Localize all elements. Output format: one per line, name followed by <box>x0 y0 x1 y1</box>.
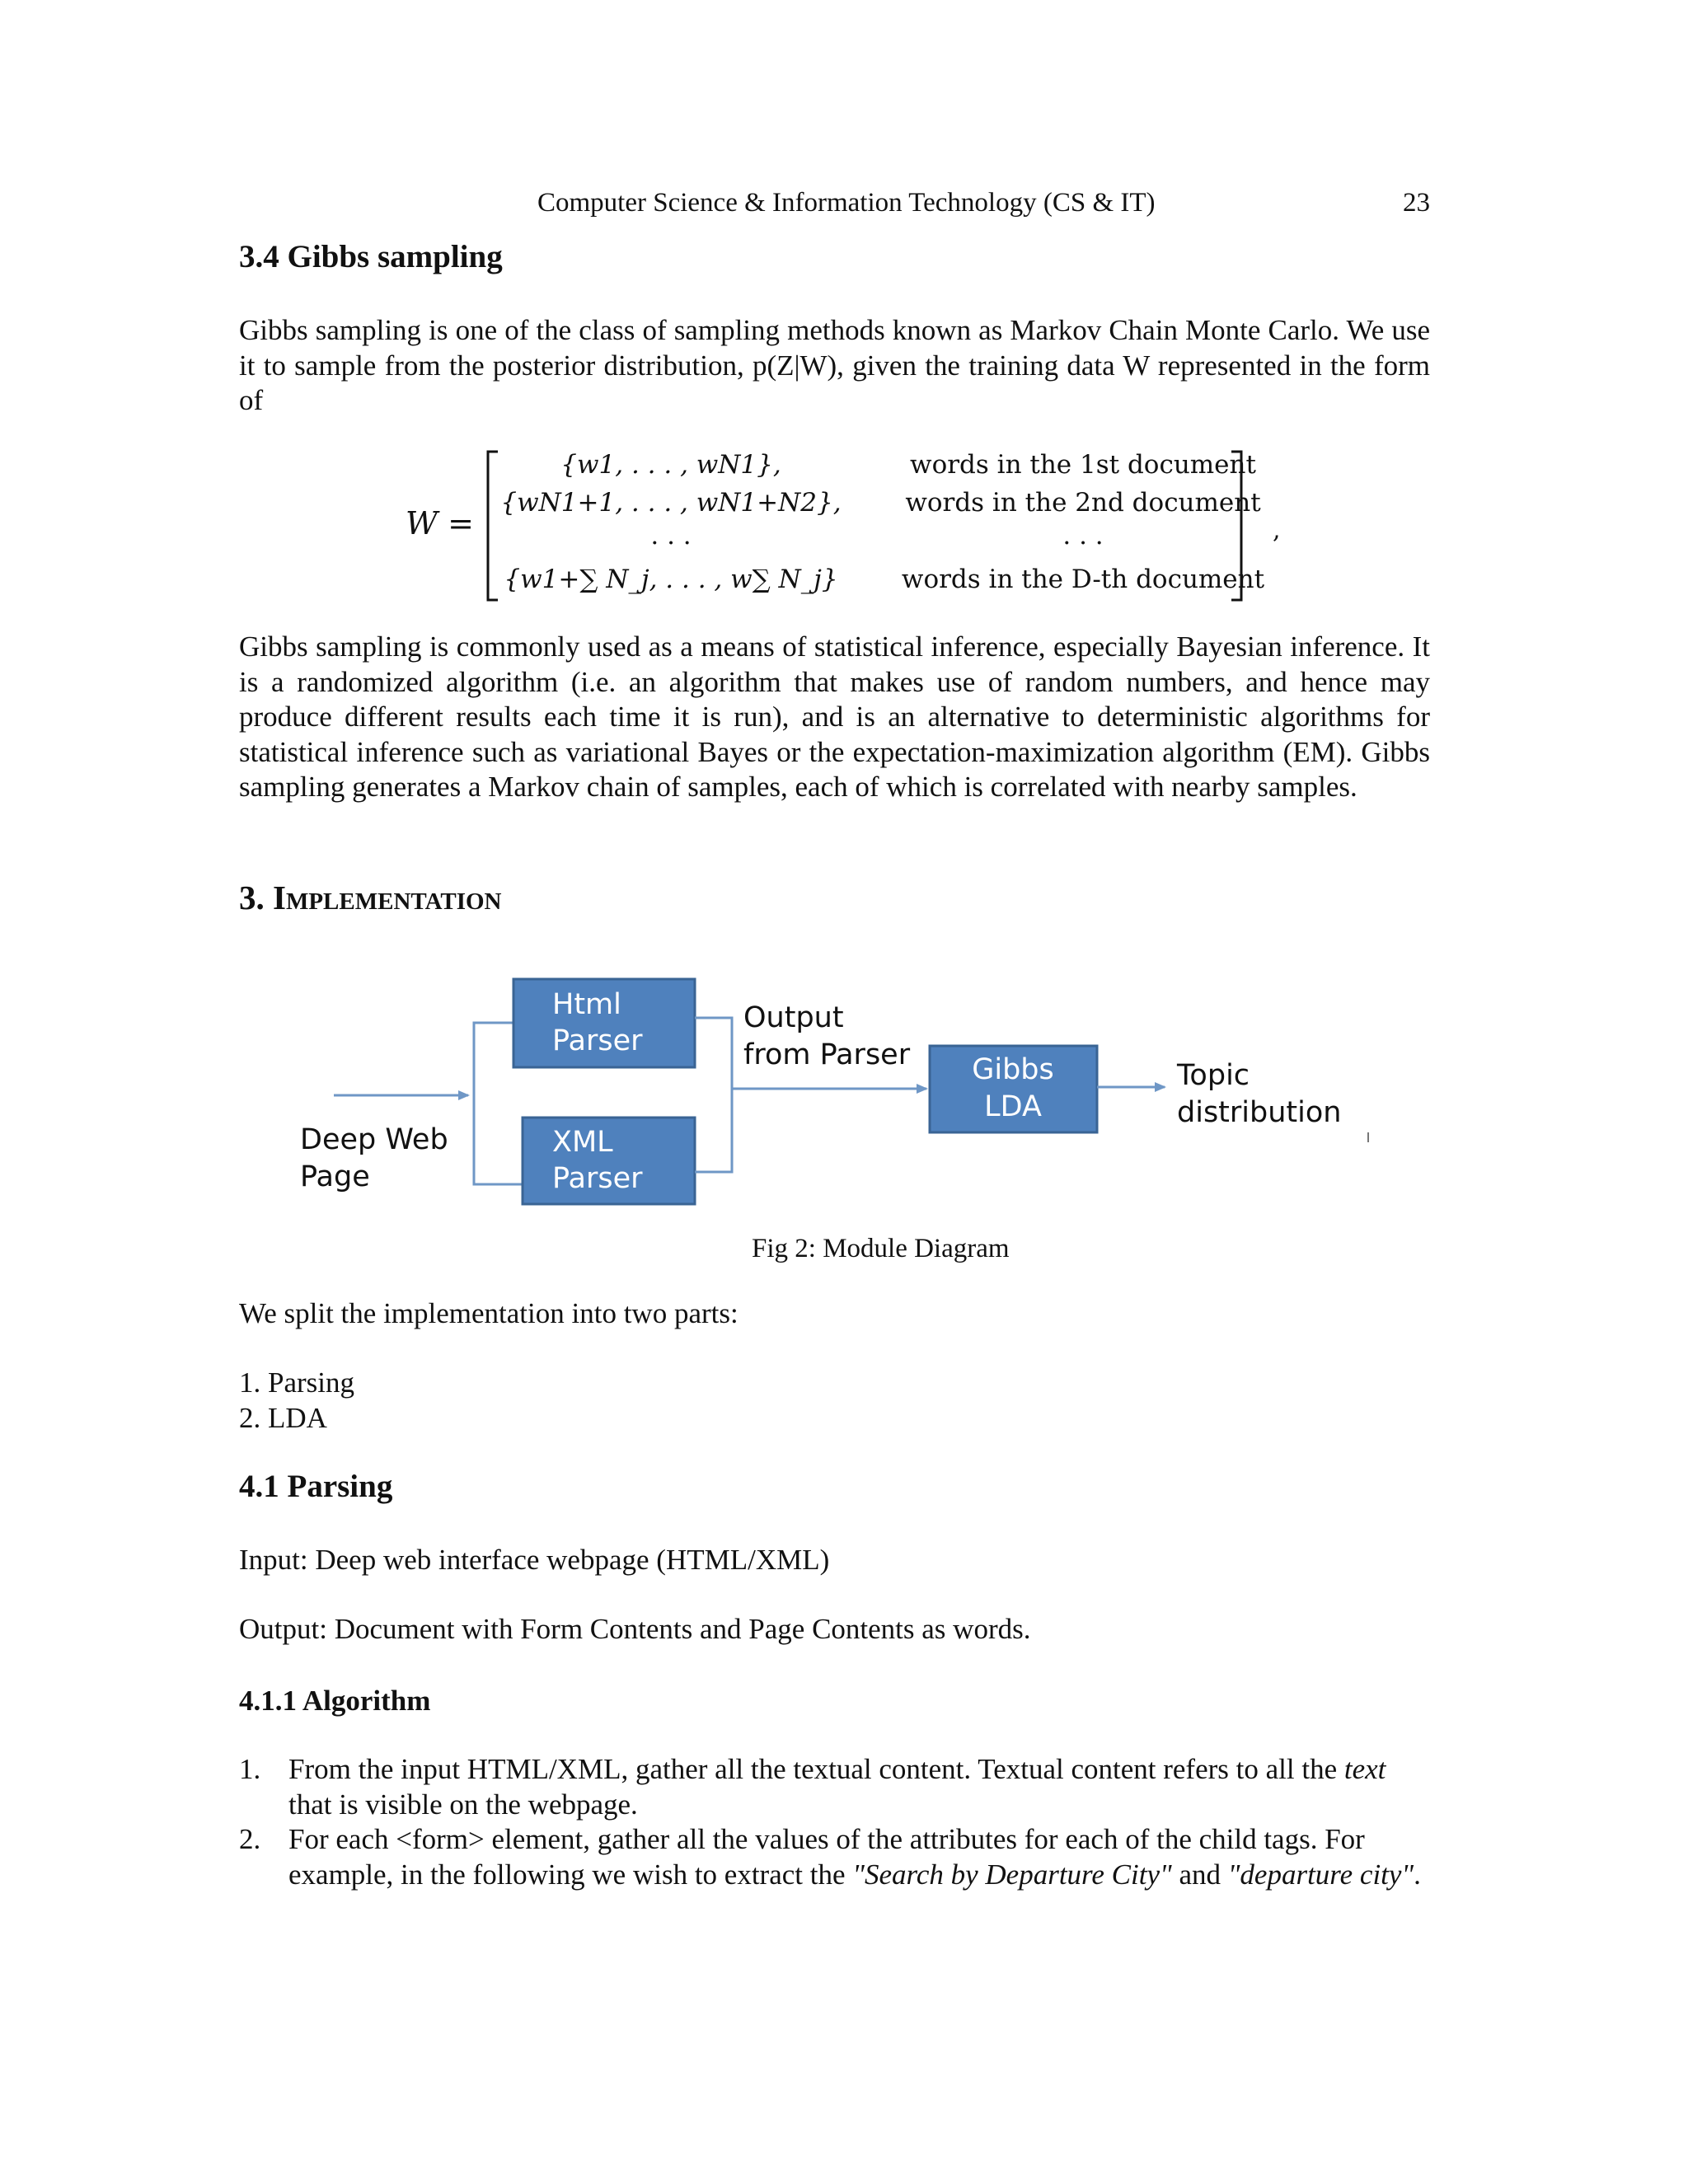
eq-row1-desc: words in the 1st document <box>910 450 1256 480</box>
list-item: 1. Parsing <box>239 1366 354 1399</box>
parts-list <box>239 1366 354 1436</box>
left-bracket <box>488 452 498 600</box>
section-heading-implementation: 3. Implementation <box>239 879 502 916</box>
eq-row4-desc: words in the D-th document <box>901 565 1265 594</box>
module-diagram <box>297 934 1409 1222</box>
eq-row2-desc: words in the 2nd document <box>905 488 1261 518</box>
parsing-input: Input: Deep web interface webpage (HTML/XML) <box>239 1544 830 1576</box>
eq-row2-set: {wN1+1, . . . , wN1+N2}, <box>500 488 842 518</box>
split-intro: We split the implementation into two parts: <box>239 1297 738 1329</box>
list-item: 2. For each <form> element, gather all the values of the attributes for each of the child tags. For example, in the following we wish to extract the "Search by Departure City" and "departure city". <box>239 1823 1421 1891</box>
xml-parser-label-1: XML <box>552 1126 613 1159</box>
journal-title: Computer Science & Information Technology (CS & IT) <box>537 188 1156 218</box>
merge-connector <box>695 1018 732 1172</box>
xml-parser-label-2: Parser <box>552 1162 643 1195</box>
input-label-2: Page <box>300 1160 370 1193</box>
figure-caption: Fig 2: Module Diagram <box>752 1234 1010 1263</box>
html-parser-label-2: Parser <box>552 1024 643 1057</box>
subsection-heading-algorithm: 4.1.1 Algorithm <box>239 1685 431 1717</box>
output-label-2: from Parser <box>743 1038 911 1071</box>
eq-row3-set: . . . <box>650 521 692 551</box>
gibbs-lda-label-1: Gibbs <box>972 1053 1054 1086</box>
parsing-output: Output: Document with Form Contents and Page Contents as words. <box>239 1613 1031 1645</box>
list-item: 1. From the input HTML/XML, gather all the textual content. Textual content refers to all the text that is visible on the webpage. <box>239 1753 1386 1821</box>
list-item: 2. LDA <box>239 1401 327 1434</box>
word-matrix-equation <box>399 443 1306 608</box>
gibbs-lda-label-2: LDA <box>984 1090 1042 1123</box>
gibbs-intro-paragraph: Gibbs sampling is one of the class of sampling methods known as Markov Chain Monte Carlo. We use it to sample from the posterior distribution, p(Z|W), given the training data W represented in the form of <box>239 314 1430 416</box>
output-label-1: Output <box>743 1001 844 1034</box>
algorithm-steps <box>239 1752 1430 1892</box>
input-label-1: Deep Web <box>300 1123 448 1156</box>
eq-row1-set: {w1, . . . , wN1}, <box>560 450 781 480</box>
html-parser-label-1: Html <box>552 988 621 1021</box>
equation-lhs: W = <box>406 505 474 541</box>
eq-row3-desc: . . . <box>1062 521 1104 551</box>
topic-label-1: Topic <box>1177 1059 1250 1092</box>
page-number: 23 <box>1403 188 1430 218</box>
eq-row4-set: {w1+∑ N_j, . . . , w∑ N_j} <box>504 565 838 594</box>
section-heading-gibbs: 3.4 Gibbs sampling <box>239 239 503 274</box>
gibbs-description-paragraph: Gibbs sampling is commonly used as a means of statistical inference, especially Bayesian inference. It is a randomized algorithm (i.e. an algorithm that makes use of random numbers, and hence may produce different results each time it is run), and is an alternative to deterministic algorithms for statistical inference such as variational Bayes or the expectation-maximization algorithm (EM). Gibbs sampling generates a Markov chain of samples, each of which is correlated with nearby samples. <box>239 630 1430 803</box>
trailing-comma: , <box>1273 516 1281 545</box>
section-heading-parsing: 4.1 Parsing <box>239 1469 393 1504</box>
topic-label-2: distribution <box>1177 1096 1342 1129</box>
